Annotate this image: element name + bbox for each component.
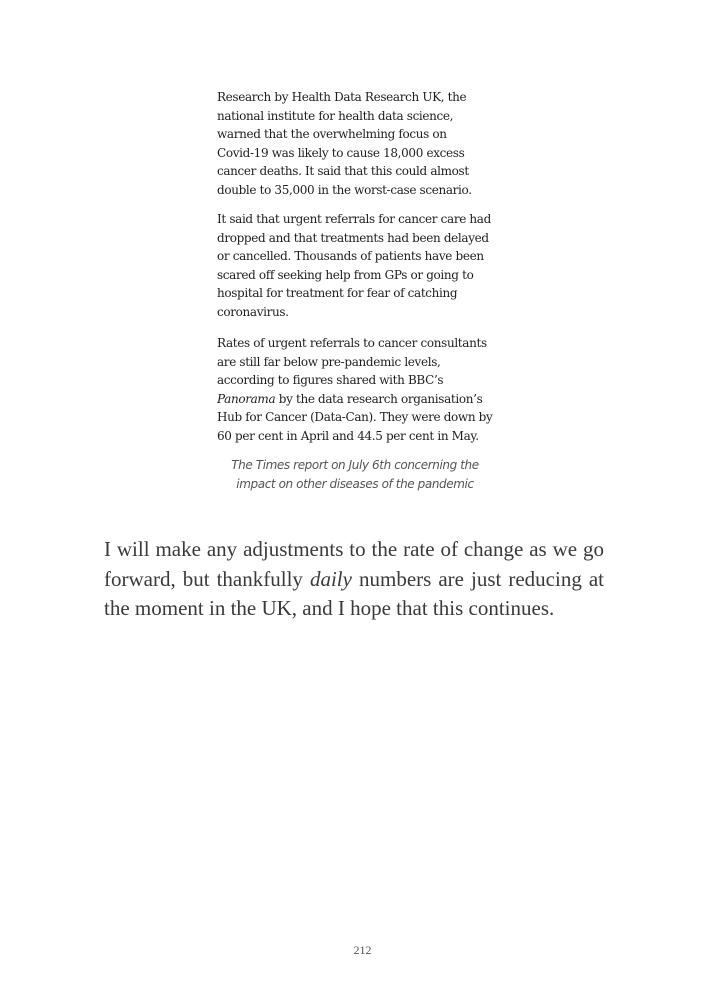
quote-line: hospital for treatment for fear of catching <box>217 286 458 301</box>
quote-paragraph-3 <box>217 334 507 446</box>
emphasized-word: daily <box>309 566 352 591</box>
quote-line: double to 35,000 in the worst-case scenario. <box>217 182 472 197</box>
quote-line: national institute for health data science, <box>217 108 454 123</box>
quote-line: Hub for Cancer (Data-Can). They were down by <box>217 410 493 425</box>
caption-line: The Times report on July 6th concerning the <box>231 458 479 472</box>
quote-line: coronavirus. <box>217 304 289 319</box>
quote-line: warned that the overwhelming focus on <box>217 127 447 142</box>
page-number: 212 <box>353 943 372 957</box>
quote-line: by the data research organisation’s <box>275 391 483 406</box>
quote-paragraph-1 <box>217 88 507 200</box>
quote-line: or cancelled. Thousands of patients have been <box>217 249 484 264</box>
publication-title: Panorama <box>217 391 276 406</box>
figure-caption <box>205 456 505 494</box>
quote-line: dropped and that treatments had been delayed <box>217 230 489 245</box>
quote-line: are still far below pre-pandemic levels, <box>217 354 441 369</box>
quote-line: cancer deaths. It said that this could almost <box>217 164 469 179</box>
quote-line: 60 per cent in April and 44.5 per cent in May. <box>217 428 479 443</box>
quote-paragraph-2 <box>217 210 507 322</box>
caption-line: impact on other diseases of the pandemic <box>236 477 474 491</box>
quote-line: according to figures shared with BBC’s <box>217 373 444 388</box>
body-text-end: numbers are just reducing at the moment in the UK, and I hope that this continues. <box>104 566 605 620</box>
quote-line: scared off seeking help from GPs or going to <box>217 267 474 282</box>
quote-line: Research by Health Data Research UK, the <box>217 90 467 104</box>
body-text-start: I will make any adjustments to the rate of change as we go forward, but thankfully <box>104 537 604 591</box>
quote-line: Rates of urgent referrals to cancer consultants <box>217 336 487 350</box>
body-paragraph <box>104 535 604 624</box>
quote-line: It said that urgent referrals for cancer care had <box>217 212 491 226</box>
quote-line: Covid-19 was likely to cause 18,000 excess <box>217 145 465 160</box>
